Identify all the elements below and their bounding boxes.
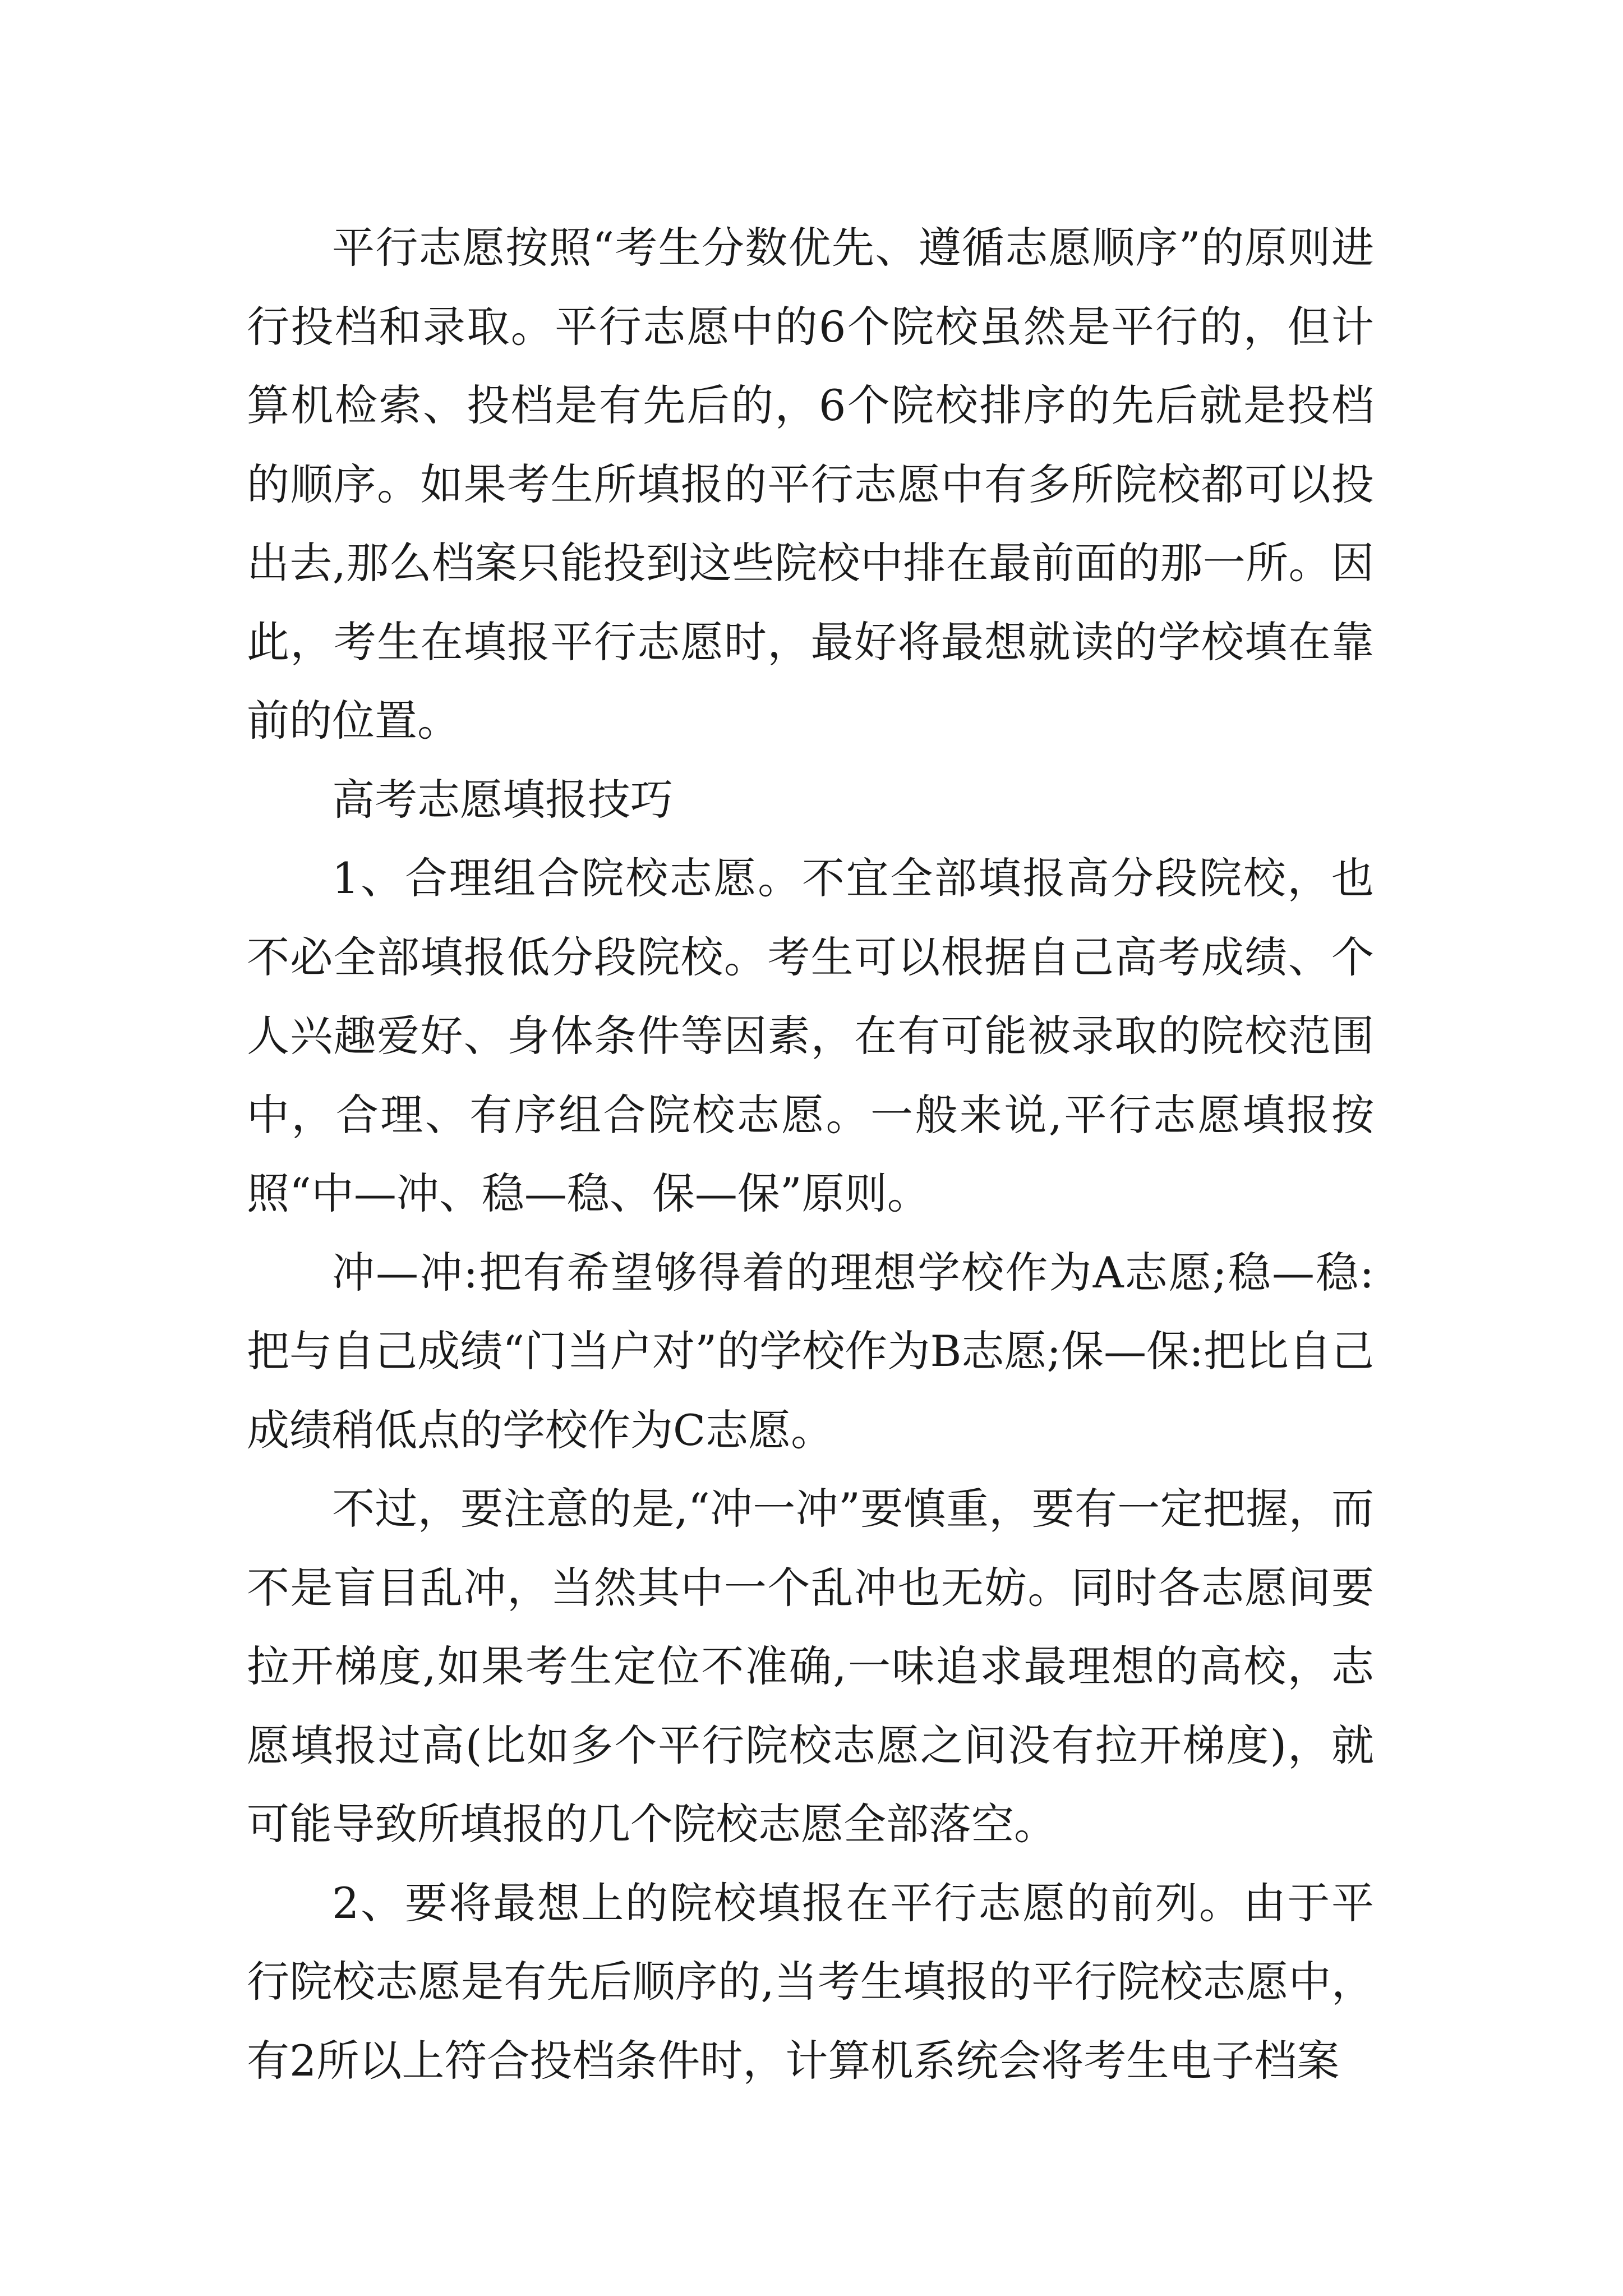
paragraph-caution: 不过，要注意的是,“冲一冲”要慎重，要有一定把握，而不是盲目乱冲，当然其中一个乱冲也无妨。同时各志愿间要拉开梯度,如果考生定位不准确,一味追求最理想的高校，志愿填报过高(比如多个平行院校志愿之间没有拉开梯度)，就可能导致所填报的几个院校志愿全部落空。 (247, 1484, 1374, 1849)
document-body (247, 209, 1374, 2100)
paragraph-chong-wen-bao: 冲—冲:把有希望够得着的理想学校作为A志愿;稳—稳:把与自己成绩“门当户对”的学校作为B志愿;保—保:把比自己成绩稍低点的学校作为C志愿。 (247, 1247, 1374, 1455)
section-heading-tips: 高考志愿填报技巧 (332, 774, 673, 825)
paragraph-tip-1: 1、合理组合院校志愿。不宜全部填报高分段院校，也不必全部填报低分段院校。考生可以根据自己高考成绩、个人兴趣爱好、身体条件等因素，在有可能被录取的院校范围中，合理、有序组合院校志愿。一般来说,平行志愿填报按照“中—冲、稳—稳、保—保”原则。 (247, 853, 1374, 1218)
paragraph-tip-2: 2、要将最想上的院校填报在平行志愿的前列。由于平行院校志愿是有先后顺序的,当考生填报的平行院校志愿中，有2所以上符合投档条件时，计算机系统会将考生电子档案 (247, 1878, 1374, 2086)
paragraph-parallel-volunteer-principle: 平行志愿按照“考生分数优先、遵循志愿顺序”的原则进行投档和录取。平行志愿中的6个院校虽然是平行的，但计算机检索、投档是有先后的，6个院校排序的先后就是投档的顺序。如果考生所填报的平行志愿中有多所院校都可以投出去,那么档案只能投到这些院校中排在最前面的那一所。因此，考生在填报平行志愿时，最好将最想就读的学校填在靠前的位置。 (247, 223, 1374, 746)
